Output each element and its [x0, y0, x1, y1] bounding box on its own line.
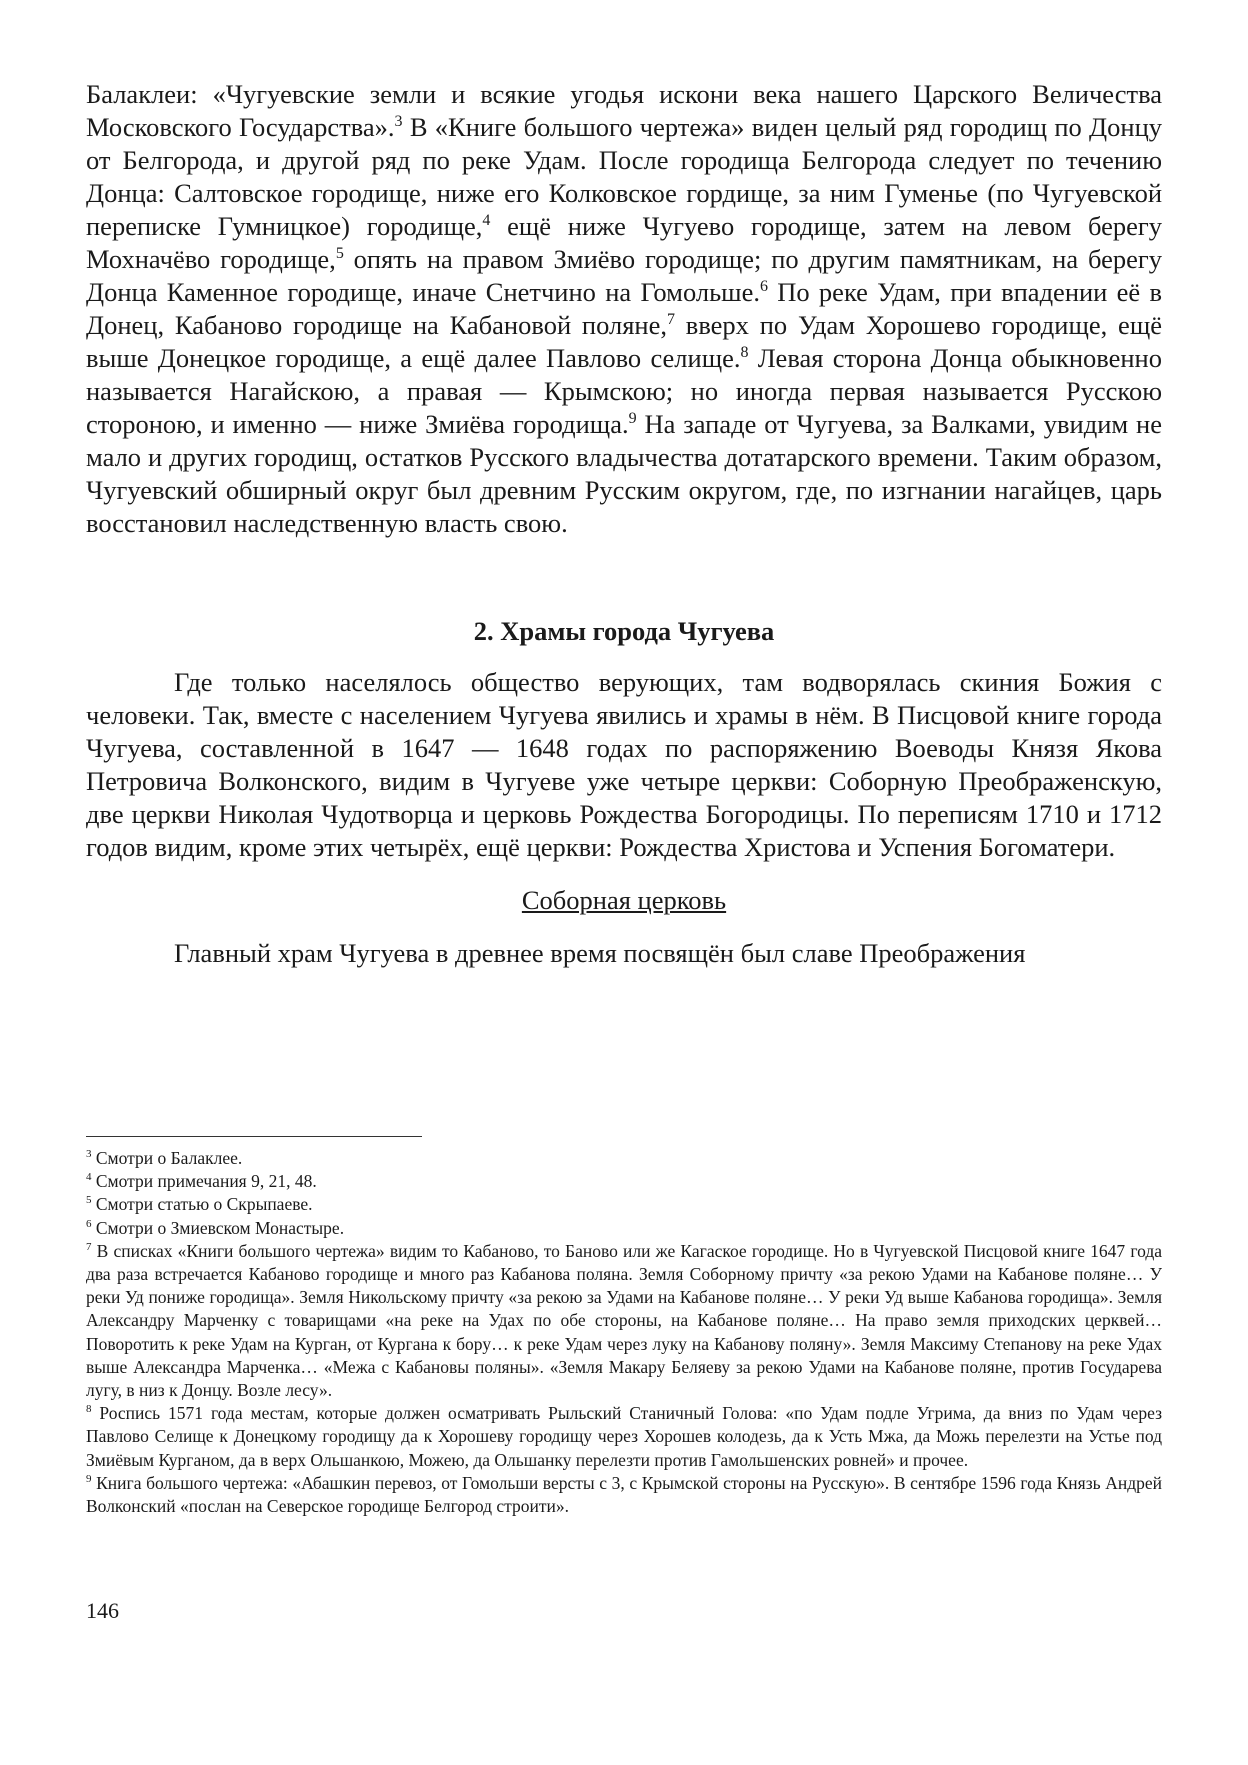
footnote-number: 4 [86, 1171, 92, 1184]
paragraph-churches: Где только населялось общество верующих, там водворялась скиния Божия с человеки. Так, вместе с населением Чугуева явились и храмы в нём. В Писцовой книге города Чугуева, составленной в 1647 — 1648 годах по распоряжению Воеводы Князя Якова Петровича Волконского, видим в Чугуеве уже четыре церкви: Соборную Преображенскую, две церкви Николая Чудотворца и церковь Рождества Богородицы. По переписям 1710 и 1712 годов видим, кроме этих четырёх, ещё церкви: Рождества Христова и Успения Богоматери. [86, 667, 1162, 862]
subsection-heading: Соборная церковь [521, 885, 727, 915]
footnote-text: Смотри статью о Скрыпаеве. [91, 1194, 313, 1215]
footnote-ref[interactable]: 6 [759, 278, 768, 296]
text-run: Левая сторона Донца обыкновенно называется Нагайскою, а правая — Крымскою; но иногда первая называется Русскою стороною, и именно — ниже Змиёва городища. [86, 343, 1162, 439]
page-number: 146 [86, 1598, 119, 1623]
footnote-number: 5 [86, 1194, 92, 1207]
text-run: опять на правом Змиёво городище; по другим памятникам, на берегу Донца Каменное городище, иначе Снетчино на Гомольше. [86, 244, 1162, 307]
footnote-number: 8 [86, 1403, 92, 1416]
footnote-text: Книга большого чертежа: «Абашкин перевоз, от Гомольши версты с 3, с Крымской стороны на Русскую». В сентябре 1596 года Князь Андрей Волконский «послан на Северское городище Белгород строити». [86, 1472, 1162, 1517]
text-run: По реке Удам, при впадении её в Донец, Кабаново городище на Кабановой поляне, [86, 277, 1162, 340]
footnote-text: Смотри примечания 9, 21, 48. [91, 1171, 317, 1192]
footnote-number: 7 [86, 1240, 92, 1253]
text-run: В «Книге большого чертежа» виден целый ряд городищ по Донцу от Белгорода, и другой ряд по реке Удам. После городища Белгорода следует по течению Донца: Салтовское городище, ниже его Колковское гордище, за ним Гуменье (по Чугуевской переписке Гумницкое) городище, [86, 112, 1163, 241]
footnote-ref[interactable]: 9 [628, 410, 637, 428]
footnote-9 [86, 1472, 1162, 1518]
text-run: На западе от Чугуева, за Валками, увидим не мало и других городищ, остатков Русского владычества дотатарского времени. Таким образом, Чугуевский обширный округ был древним Русским округом, где, по изгнании нагайцев, царь восстановил наследственную власть свою. [86, 409, 1162, 538]
paragraph-chuguev-lands [86, 78, 1162, 540]
footnote-7 [86, 1240, 1162, 1402]
footnote-3 [86, 1147, 1162, 1170]
footnote-ref[interactable]: 5 [335, 245, 344, 263]
footnote-text: В списках «Книги большого чертежа» видим то Кабаново, то Баново или же Кагаское городище. Но в Чугуевской Писцовой книге 1647 года два раза встречается Кабаново городище и много раз Кабанова поляна. Земля Соборному причту «за рекою Удами на Кабанове поляне… У реки Уд пониже городища». Земля Никольскому причту «за рекою за Удами на Кабанове поляне… У реки Уд выше Кабанова городища». Земля Александру Марченку с товарищами «на реке на Удах по обе стороны, на Кабанове поляне… На право земля приходских церквей… Поворотить к реке Удам на Курган, от Кургана к бору… к реке Удам через луку на Кабанову поляну». Земля Максиму Степанову на реке Удах выше Александра Марченка… «Межа с Кабановы поляны». «Земля Макару Беляеву за рекою Удами на Кабанове поляне, против Государева лугу, в низ к Донцу. Возле лесу». [86, 1240, 1162, 1401]
footnote-text: Смотри о Балаклее. [91, 1148, 243, 1168]
text-run: Балаклеи: «Чугуевские земли и всякие угодья искони века нашего Царского Величества Московского Государства». [86, 79, 1162, 142]
paragraph-main-church: Главный храм Чугуева в древнее время посвящён был славе Преображения [174, 938, 1026, 968]
footnote-5 [86, 1193, 1162, 1216]
footnote-text: Роспись 1571 года местам, которые должен осматривать Рыльский Станичный Голова: «по Удам подле Угрима, да вниз по Удам через Павлово Селище к Донецкому городищу да к Хорошеву городищу через Хорошев колодезь, да к Усть Мжа, да Можь перелезти на Устье под Змиёвым Курганом, да в верх Ольшанкою, Можею, да Ольшанку перелезти против Гамольшенских ровней» и прочее. [86, 1403, 1162, 1470]
footnote-number: 6 [86, 1217, 92, 1230]
footnote-number: 3 [86, 1148, 92, 1161]
footnote-divider [86, 1136, 422, 1137]
footnote-6 [86, 1217, 1162, 1240]
footnotes-section [86, 1136, 1162, 1518]
footnote-4 [86, 1170, 1162, 1193]
text-run: вверх по Удам Хорошево городище, ещё выше Донецкое городище, а ещё далее Павлово селище. [86, 310, 1162, 373]
footnote-ref[interactable]: 3 [394, 113, 403, 131]
footnote-8 [86, 1402, 1162, 1472]
page-body [86, 78, 1162, 970]
text-run: ещё ниже Чугуево городище, затем на левом берегу Мохначёво городище, [86, 211, 1162, 274]
footnote-ref[interactable]: 7 [667, 311, 675, 329]
footnote-ref[interactable]: 4 [482, 212, 491, 230]
footnote-text: Смотри о Змиевском Монастыре. [91, 1217, 345, 1238]
footnote-ref[interactable]: 8 [740, 344, 749, 362]
footnote-number: 9 [86, 1473, 92, 1486]
section-heading: 2. Храмы города Чугуева [473, 616, 775, 646]
